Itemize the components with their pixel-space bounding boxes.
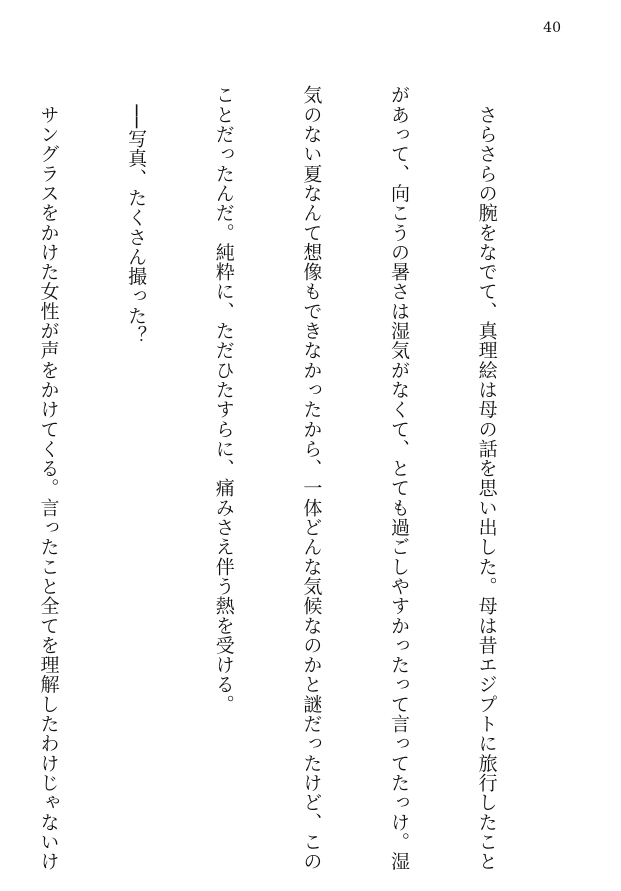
text-line: さらさらの腕をなでて、真理絵は母の話を思い出した。母は昔エジプトに旅行したこと [475, 85, 498, 871]
text-line: ──写真、たくさん撮った？ [125, 85, 148, 345]
page-number: 40 [543, 20, 561, 36]
text-line: ことだったんだ。純粋に、ただひたすらに、痛みさえ伴う熱を受ける。 [212, 85, 235, 714]
text-line: 気のない夏なんて想像もできなかったから、一体どんな気候なのかと謎だったけど、この [300, 85, 323, 871]
text-line: があって、向こうの暑さは湿気がなくて、とても過ごしやすかったって言ってたっけ。湿 [387, 85, 410, 871]
text-line: サングラスをかけた女性が声をかけてくる。言ったこと全てを理解したわけじゃないけ [37, 85, 60, 871]
body-text [0, 85, 559, 871]
